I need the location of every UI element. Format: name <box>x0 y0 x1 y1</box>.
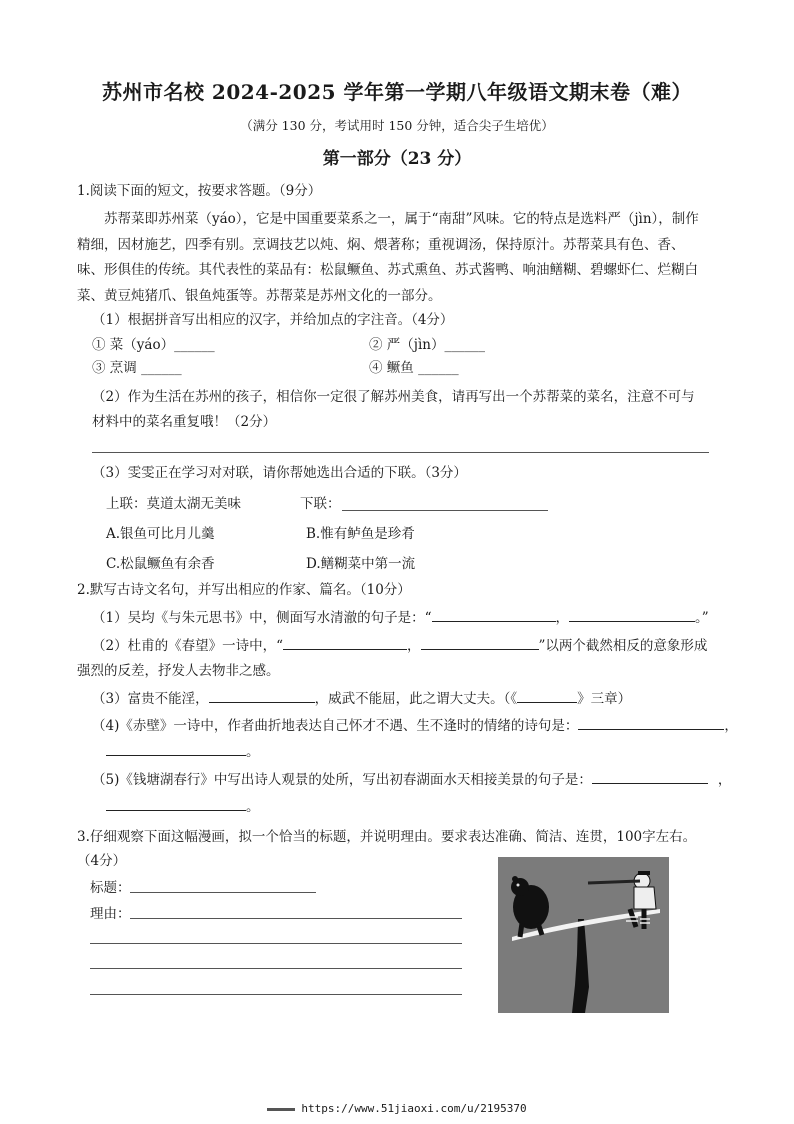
q2-s4-end: 。 <box>246 744 260 760</box>
q1-sub3: （3）雯雯正在学习对对联，请你帮她选出合适的下联。（3分） <box>92 465 467 481</box>
option-a: A.银鱼可比月儿羹 <box>106 526 215 542</box>
q1-item-1: ① 菜（yáo）______ <box>92 337 215 353</box>
bear-eye-shape <box>517 884 520 887</box>
q3-reason-line-4[interactable] <box>90 994 462 995</box>
q2-s1 <box>92 607 709 628</box>
q2-s2-post: ”以两个截然相反的意象形成 <box>538 638 708 654</box>
option-c: C.松鼠鳜鱼有余香 <box>106 556 215 572</box>
footer-url[interactable]: https://www.51jiaoxi.com/u/2195370 <box>301 1102 527 1115</box>
q2-s4-text: （4)《赤壁》一诗中，作者曲折地表达自己怀才不遇、生不逢时的情绪的诗句是： <box>92 718 579 734</box>
q2-s5-line2 <box>106 796 260 817</box>
q2-s4-line2 <box>106 741 260 762</box>
q2-s1-blank-1[interactable] <box>432 607 556 622</box>
q2-s1-pre: （1）吴均《与朱元思书》中，侧面写水清澈的句子是：“ <box>92 610 432 626</box>
q2-s4-blank-1[interactable] <box>578 715 724 730</box>
footer <box>0 1102 794 1115</box>
q2-s3-blank-1[interactable] <box>209 688 315 703</box>
q2-s4-blank-2[interactable] <box>106 741 246 756</box>
couplet-lower-label: 下联： <box>300 496 341 512</box>
q2-s5 <box>92 769 731 790</box>
tree-trunk-shape <box>572 919 589 1013</box>
q1-item-3: ③ 烹调 ______ <box>92 360 182 376</box>
q3-reason-line-2[interactable] <box>90 943 462 944</box>
q2-s2-mid: ， <box>407 638 421 654</box>
q2-s2-blank-1[interactable] <box>283 635 407 650</box>
q2-s2-line2: 强烈的反差，抒发人去物非之感。 <box>77 663 280 679</box>
q3-title-label: 标题： <box>90 880 131 896</box>
q2-s3-pre: （3）富贵不能淫， <box>92 691 209 707</box>
exam-subtitle: （满分 130 分，考试用时 150 分钟，适合尖子生培优） <box>240 118 554 133</box>
q2-s1-blank-2[interactable] <box>569 607 695 622</box>
option-b: B.惟有鲈鱼是珍肴 <box>306 526 415 542</box>
cartoon-drawing <box>498 857 669 1013</box>
couplet-lower-answer-line[interactable] <box>342 510 548 511</box>
q2-s2-blank-2[interactable] <box>421 635 539 650</box>
q1-sub2-answer-line[interactable] <box>92 452 709 453</box>
q3-score: （4分） <box>77 853 127 869</box>
q2-stem: 2.默写古诗文名句，并写出相应的作家、篇名。（10分） <box>77 582 411 598</box>
q2-s3-blank-2[interactable] <box>517 688 577 703</box>
q2-s3-end: 》三章） <box>577 691 632 707</box>
exam-title: 苏州市名校 2024-2025 学年第一学期八年级语文期末卷（难） <box>101 80 693 104</box>
option-d: D.鳝糊菜中第一流 <box>306 556 416 572</box>
section-heading: 第一部分（23 分） <box>322 149 472 169</box>
cartoon-image <box>498 857 669 1013</box>
q2-s5-comma: ， <box>717 772 732 788</box>
q2-s5-end: 。 <box>246 799 260 815</box>
bear-ear-shape <box>512 876 518 882</box>
q2-s3-mid: ，威武不能屈，此之谓大丈夫。（《 <box>314 691 518 707</box>
q1-passage: 苏帮菜即苏州菜（yáo），它是中国重要菜系之一，属于“南甜”风味。它的特点是选料严（jìn），制作精细，因材施艺，四季有别。烹调技艺以炖、焖、煨著称；重视调汤，保持原汁。苏帮菜具有色、香、味、形俱佳的传统。其代表性的菜品有：松鼠鳜鱼、苏式熏鱼、苏式酱鸭、响油鳝糊、碧螺虾仁、烂糊白菜、黄豆炖猪爪、银鱼炖蛋等。苏帮菜是苏州文化的一部分。 <box>77 211 699 304</box>
q1-item-2: ② 严（jìn）______ <box>369 337 485 353</box>
q1-sub2-line2: 材料中的菜名重复哦！（2分） <box>92 414 277 430</box>
q2-s2 <box>92 635 707 656</box>
q2-s3 <box>92 688 631 709</box>
couplet-upper: 上联：莫道太湖无美味 <box>106 496 241 512</box>
q2-s5-blank-2[interactable] <box>106 796 246 811</box>
q2-s4-comma: ， <box>724 718 738 734</box>
rifle-shape <box>588 881 640 883</box>
q3-stem: 3.仔细观察下面这幅漫画，拟一个恰当的标题，并说明理由。要求表达准确、简洁、连贯，100字左右。 <box>77 829 697 845</box>
q1-item-4: ④ 鳜鱼 ______ <box>369 360 459 376</box>
q2-s4 <box>92 715 738 736</box>
q2-s5-text: （5)《钱塘湖春行》中写出诗人观景的处所，写出初春湖面水天相接美景的句子是： <box>92 772 592 788</box>
q2-s1-end: 。” <box>695 610 709 626</box>
q2-s2-pre: （2）杜甫的《春望》一诗中，“ <box>92 638 283 654</box>
q3-reason-line-3[interactable] <box>90 968 462 969</box>
q3-reason-line-1[interactable] <box>130 918 462 919</box>
q2-s1-mid: ， <box>555 610 569 626</box>
hunter-body-shape <box>634 887 656 909</box>
hunter-hat-shape <box>638 871 650 875</box>
q2-s5-blank-1[interactable] <box>592 769 708 784</box>
q3-title-answer-line[interactable] <box>130 892 316 893</box>
q3-reason-label: 理由： <box>90 906 131 922</box>
q1-sub1: （1）根据拼音写出相应的汉字，并给加点的字注音。（4分） <box>92 312 454 328</box>
footer-logo <box>267 1108 295 1111</box>
q1-sub2-line1: （2）作为生活在苏州的孩子，相信你一定很了解苏州美食，请再写出一个苏帮菜的菜名，注意不可与 <box>92 389 695 405</box>
q1-stem: 1.阅读下面的短文，按要求答题。（9分） <box>77 183 322 199</box>
